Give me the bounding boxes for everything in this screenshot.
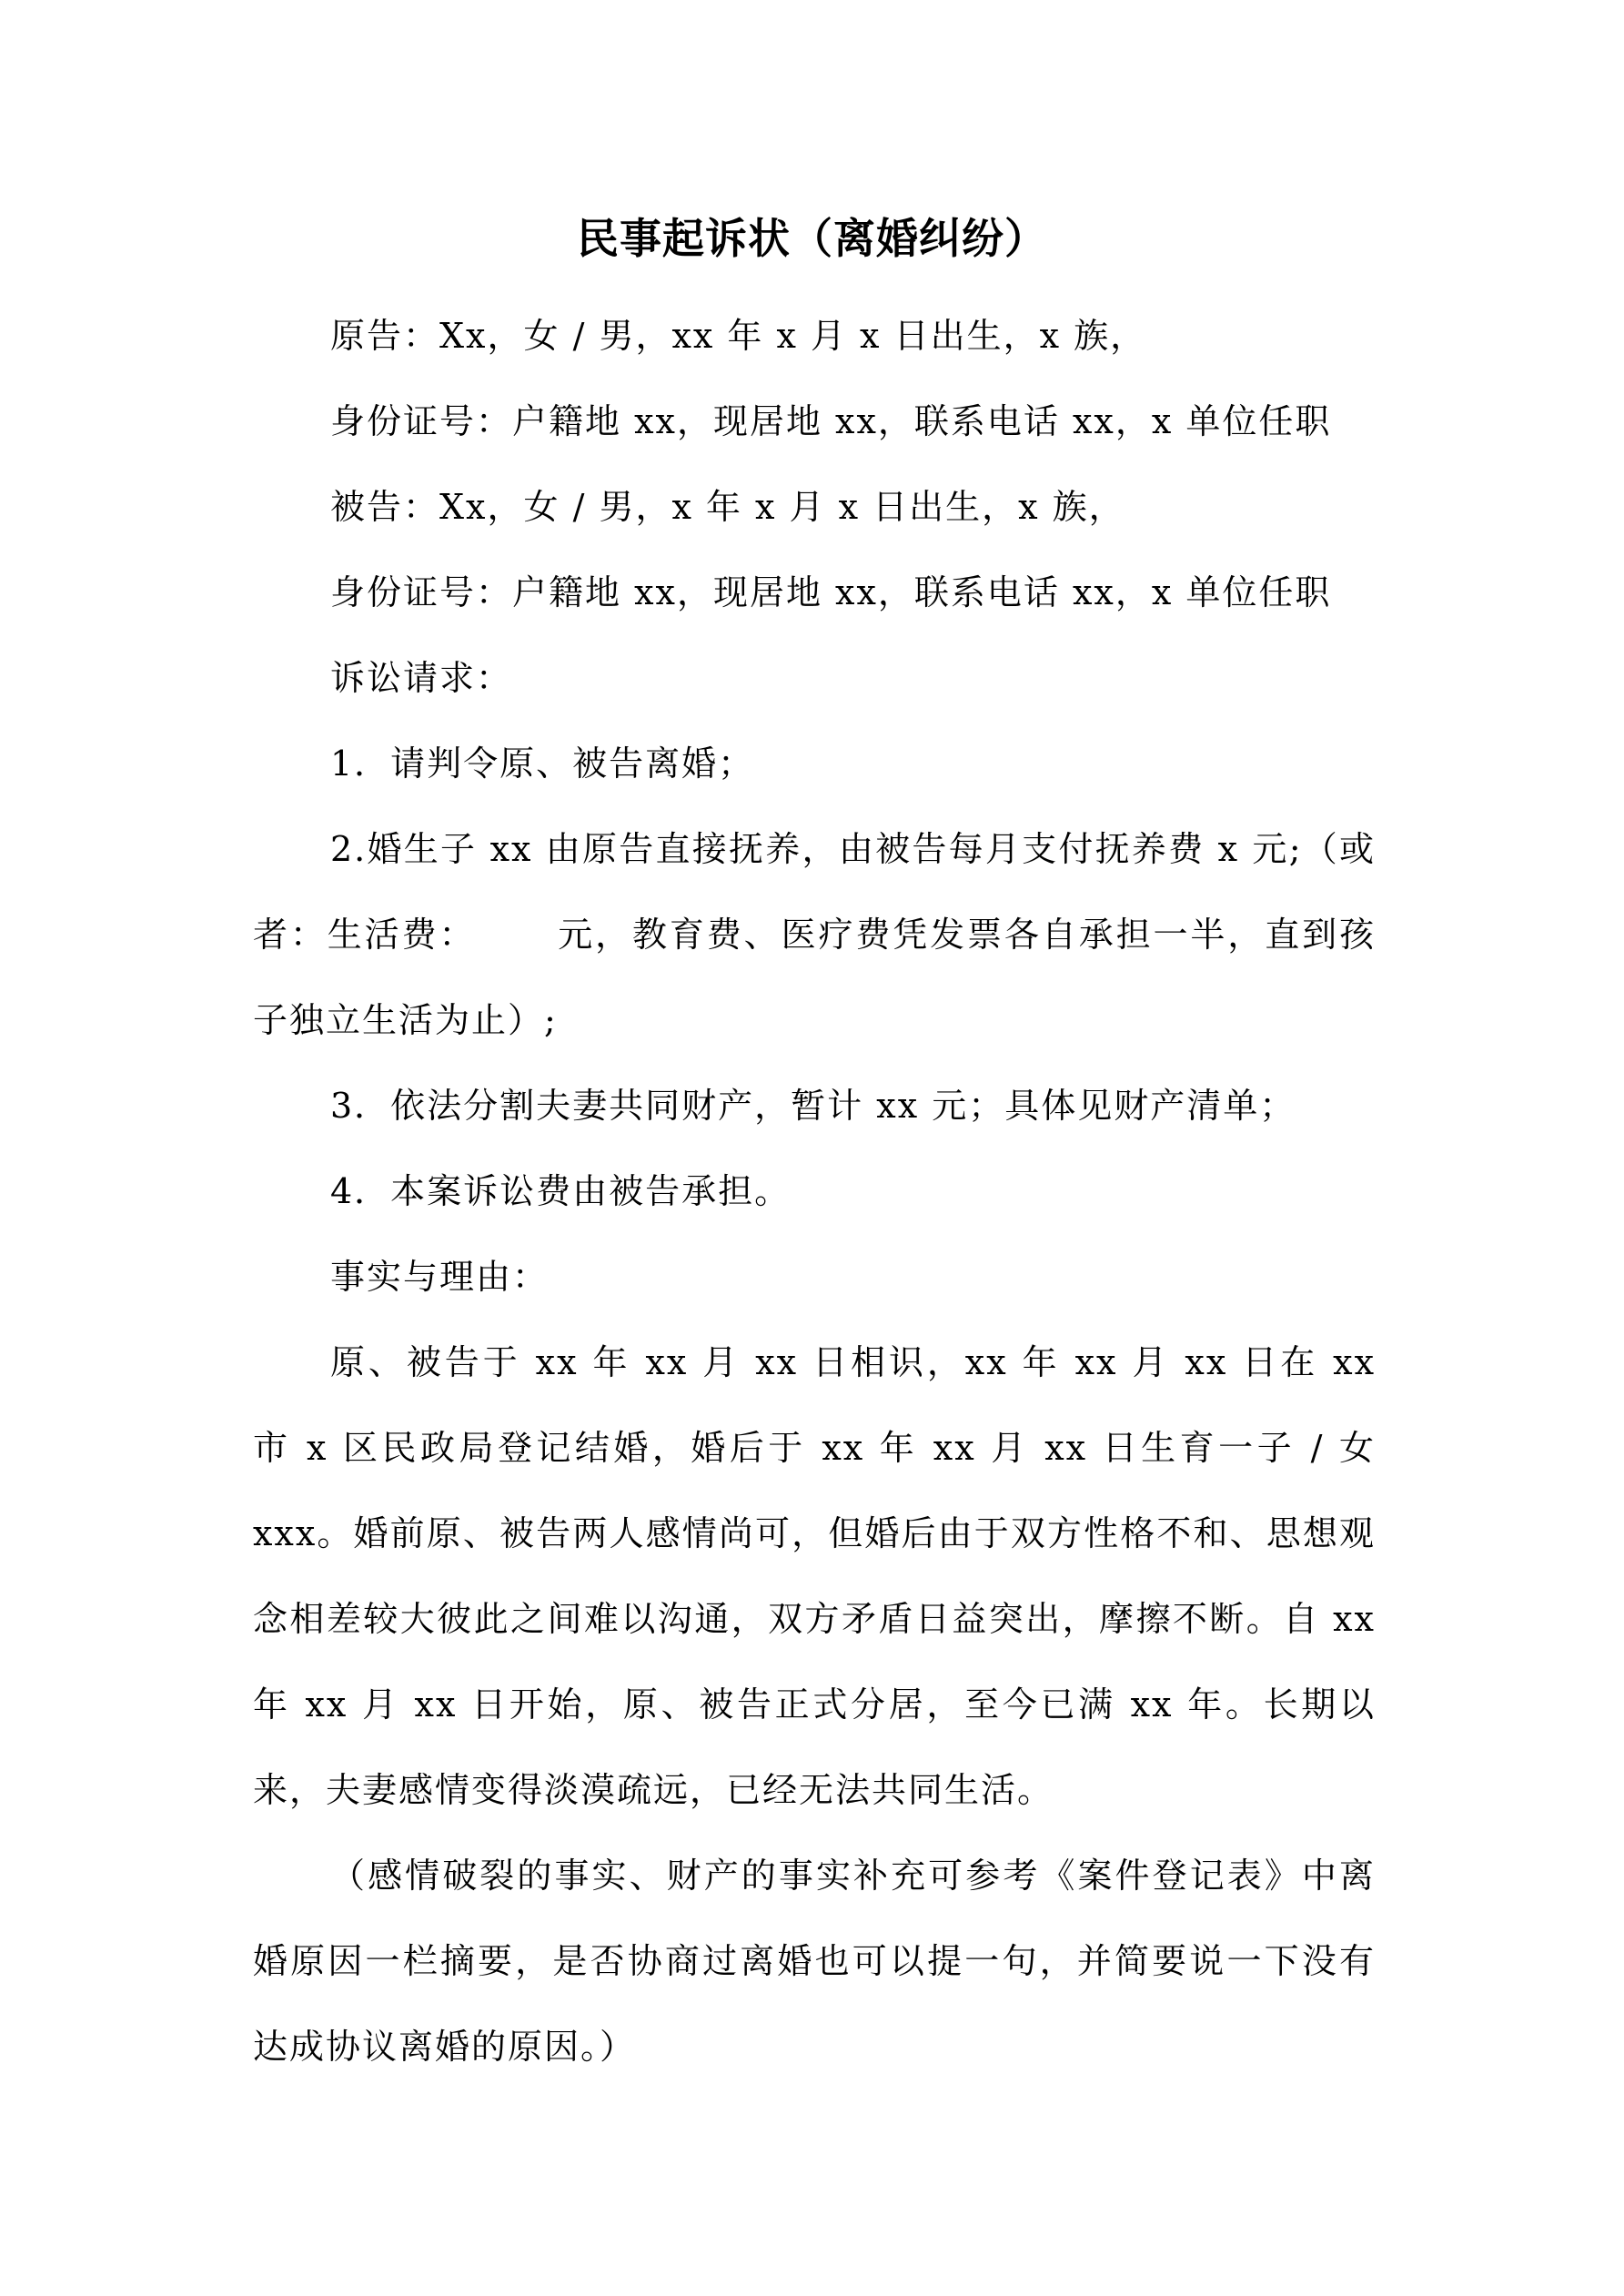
- claim-item-2: 2.婚生子 xx 由原告直接抚养，由被告每月支付抚养费 x 元;（或者：生活费： 元，教育费、医疗费凭发票各自承担一半，直到孩子独立生活为止）;: [253, 829, 1376, 1040]
- defendant-id-paragraph: 身份证号：户籍地 xx，现居地 xx，联系电话 xx，x 单位任职: [330, 572, 1332, 612]
- note-paragraph: （感情破裂的事实、财产的事实补充可参考《案件登记表》中离婚原因一栏摘要，是否协商过离婚也可以提一句，并简要说一下没有达成协议离婚的原因。）: [253, 1856, 1376, 2067]
- claim-item-1: 1．请判令原、被告离婚；: [330, 743, 755, 784]
- document-body: [253, 293, 1389, 2089]
- claim-item-4: 4．本案诉讼费由被告承担。: [330, 1171, 792, 1211]
- claims-heading: 诉讼请求：: [330, 658, 513, 698]
- document-title: 民事起诉状（离婚纠纷）: [577, 214, 1047, 263]
- claim-item-3: 3．依法分割夫妻共同财产，暂计 xx 元；具体见财产清单；: [330, 1086, 1296, 1126]
- plaintiff-id-paragraph: 身份证号：户籍地 xx，现居地 xx，联系电话 xx，x 单位任职: [330, 401, 1332, 441]
- defendant-paragraph: 被告：Xx，女 / 男，x 年 x 月 x 日出生，x 族，: [330, 487, 1125, 527]
- facts-heading: 事实与理由：: [330, 1257, 550, 1297]
- facts-paragraph: 原、被告于 xx 年 xx 月 xx 日相识，xx 年 xx 月 xx 日在 xx 市 x 区民政局登记结婚，婚后于 xx 年 xx 月 xx 日生育一子 / 女 xxx。婚前原、被告两人感情尚可，但婚后由于双方性格不和、思想观念相差较大彼此之间难以沟通，双方矛盾日益突出，摩擦不断。自 xx 年 xx 月 xx 日开始，原、被告正式分居，至今已满 xx 年。长期以来，夫妻感情变得淡漠疏远，已经无法共同生活。: [253, 1342, 1389, 1810]
- plaintiff-paragraph: 原告：Xx，女 / 男，xx 年 x 月 x 日出生，x 族，: [330, 316, 1147, 356]
